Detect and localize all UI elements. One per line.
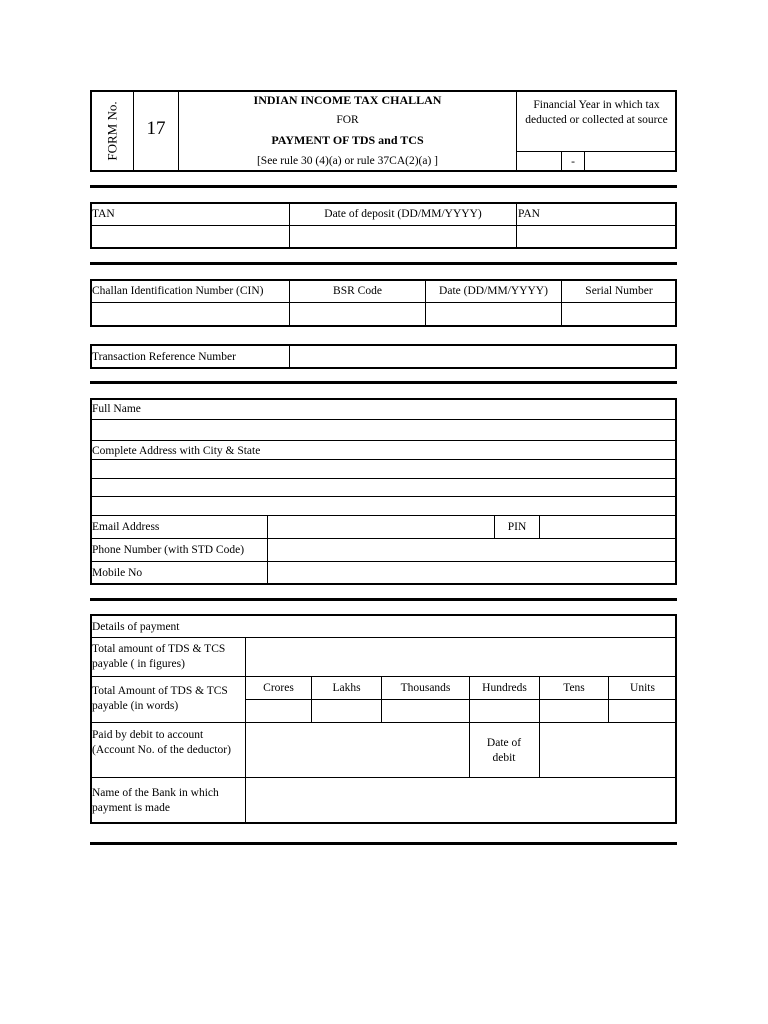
phone-label: Phone Number (with STD Code) bbox=[92, 544, 245, 556]
form-number: 17 bbox=[146, 118, 166, 139]
fy-start-field[interactable] bbox=[517, 152, 561, 171]
mobile-field[interactable] bbox=[268, 562, 676, 584]
email-field[interactable] bbox=[268, 516, 494, 538]
cin-field[interactable] bbox=[92, 304, 289, 325]
total-amount-words-label: Total Amount of TDS & TCS payable (in words) bbox=[92, 685, 228, 712]
unit-tens-label: Tens bbox=[563, 682, 585, 694]
hundreds-field[interactable] bbox=[470, 700, 539, 722]
fy-end-field[interactable] bbox=[585, 152, 676, 171]
serial-number-field[interactable] bbox=[562, 304, 676, 325]
challan-rule: [See rule 30 (4)(a) or rule 37CA(2)(a) ] bbox=[256, 155, 439, 167]
unit-lakhs-label: Lakhs bbox=[332, 682, 361, 694]
date-of-debit-label: Date of debit bbox=[486, 737, 522, 764]
mobile-label: Mobile No bbox=[92, 567, 143, 579]
crores-field[interactable] bbox=[246, 700, 311, 722]
lakhs-field[interactable] bbox=[312, 700, 381, 722]
challan-for: FOR bbox=[336, 114, 359, 126]
details-of-payment-label: Details of payment bbox=[92, 621, 180, 633]
cin-label: Challan Identification Number (CIN) bbox=[92, 285, 264, 297]
bsr-code-label: BSR Code bbox=[333, 285, 382, 297]
total-amount-figures-label: Total amount of TDS & TCS payable ( in figures) bbox=[92, 643, 226, 670]
date-of-deposit-field[interactable] bbox=[290, 227, 516, 247]
pan-field[interactable] bbox=[517, 227, 676, 247]
unit-thousands-label: Thousands bbox=[400, 682, 451, 694]
date-of-debit-field[interactable] bbox=[540, 723, 676, 777]
financial-year-label: Financial Year in which tax deducted or collected at source bbox=[525, 99, 668, 126]
challan-title: INDIAN INCOME TAX CHALLAN bbox=[253, 93, 442, 107]
serial-number-label: Serial Number bbox=[585, 285, 653, 297]
total-amount-figures-field[interactable] bbox=[246, 638, 676, 676]
form-label: FORM No. bbox=[105, 101, 120, 161]
account-number-field[interactable] bbox=[246, 723, 469, 777]
phone-field[interactable] bbox=[268, 539, 676, 561]
tan-field[interactable] bbox=[92, 227, 289, 247]
challan-date-field[interactable] bbox=[426, 304, 561, 325]
bsr-code-field[interactable] bbox=[290, 304, 425, 325]
bank-name-label: Name of the Bank in which payment is made bbox=[92, 787, 219, 814]
tan-label: TAN bbox=[92, 208, 115, 220]
address-field-line-1[interactable] bbox=[92, 460, 676, 478]
challan-date-label: Date (DD/MM/YYYY) bbox=[439, 285, 548, 297]
tens-field[interactable] bbox=[540, 700, 608, 722]
email-label: Email Address bbox=[92, 521, 160, 533]
address-field-line-2[interactable] bbox=[92, 479, 676, 496]
unit-crores-label: Crores bbox=[263, 682, 294, 694]
thousands-field[interactable] bbox=[382, 700, 469, 722]
paid-by-debit-label: Paid by debit to account (Account No. of the deductor) bbox=[92, 729, 231, 756]
unit-units-label: Units bbox=[630, 682, 655, 694]
fy-separator: - bbox=[571, 156, 575, 168]
address-label: Complete Address with City & State bbox=[92, 445, 261, 457]
pan-label: PAN bbox=[518, 208, 540, 220]
challan-subtitle: PAYMENT OF TDS and TCS bbox=[271, 133, 424, 147]
unit-hundreds-label: Hundreds bbox=[482, 682, 527, 694]
transaction-reference-label: Transaction Reference Number bbox=[92, 351, 236, 363]
bank-name-field[interactable] bbox=[246, 778, 676, 822]
transaction-reference-field[interactable] bbox=[290, 346, 676, 367]
address-field-line-3[interactable] bbox=[92, 497, 676, 515]
pin-field[interactable] bbox=[540, 516, 676, 538]
date-of-deposit-label: Date of deposit (DD/MM/YYYY) bbox=[324, 208, 482, 220]
units-field[interactable] bbox=[609, 700, 676, 722]
pin-label: PIN bbox=[507, 521, 527, 533]
full-name-label: Full Name bbox=[92, 403, 141, 415]
full-name-field[interactable] bbox=[92, 420, 676, 440]
